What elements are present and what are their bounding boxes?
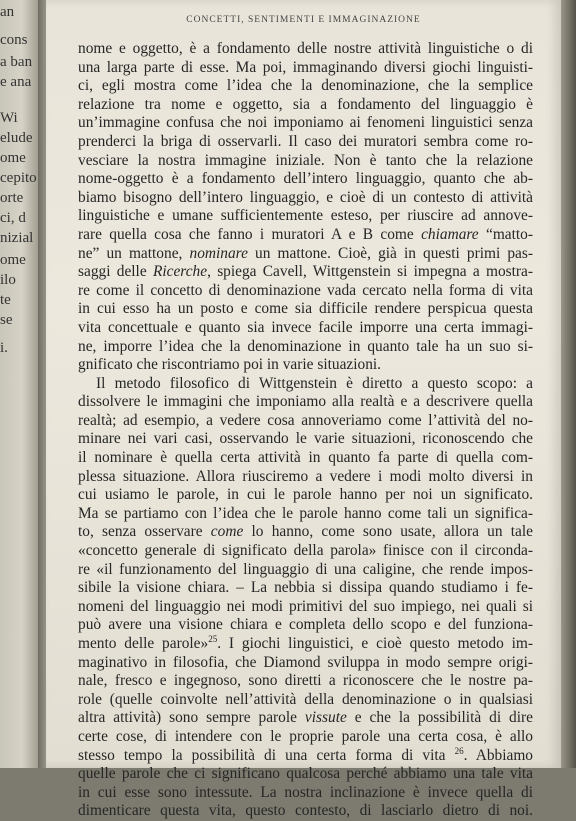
italic-word: Ricerche	[152, 263, 208, 281]
running-head: CONCETTI, SENTIMENTI E IMMAGINAZIONE	[186, 15, 421, 25]
italic-word: chiamare	[421, 225, 479, 243]
left-page-edge	[0, 0, 40, 768]
left-page-fragment: orte	[0, 190, 24, 206]
text-line: dissolvere le immagini che imponiamo alla realtà e a descrivere quella	[78, 393, 533, 411]
left-page-fragment: se	[0, 312, 13, 328]
text-line: nome-oggetto è a fondamento dell’intero linguaggio, quanto che ab-	[78, 170, 533, 188]
text-line: vesciare la nostra immagine iniziale. Non è tanto che la relazione	[78, 151, 533, 169]
text-line: stesso tempo la possibilità di una certa forma di vita $^{26}$. Abbiamo	[78, 745, 533, 764]
text-line: cui usiamo le parole, in cui le parole hanno per noi un significato.	[78, 486, 533, 504]
text-line: Ma se partiamo con l’idea che le parole hanno come tali un significa-	[78, 504, 533, 522]
text-line: certe cose, di intendere con le proprie parole una certa cosa, è allo	[78, 727, 533, 745]
text-line: in cui esse sono intessute. La nostra inclinazione è invece quella di	[78, 783, 533, 801]
text-line: quelle parole che ci significano qualcosa perché abbiamo una tale vita	[78, 765, 533, 783]
text-line: linguistiche e umane sufficientemente esteso, per riuscire ad annove-	[78, 207, 533, 225]
text-line: nomeni del linguaggio nei modi primitivi del suo impiego, nei quali si	[78, 597, 533, 615]
text-line: nome e oggetto, è a fondamento delle nostre attività linguistiche o di	[78, 40, 533, 57]
text-line: minare nei vari casi, osservando le varie situazioni, riconoscendo che	[78, 430, 533, 448]
footnote-ref[interactable]: 26	[454, 745, 464, 756]
left-page-fragment: nizial	[0, 230, 34, 246]
text-line: ne, imporre l’idea che la denominazione in quanto tale ha un suo si-	[78, 337, 533, 355]
italic-word: come	[210, 523, 244, 541]
text-line: una larga parte di esse. Ma poi, immaginando diversi giochi linguisti-	[78, 58, 533, 76]
left-page-fragment: ci, d	[0, 210, 26, 226]
left-page-fragment: te	[0, 292, 11, 308]
text-line: to, senza osservare come lo hanno, come sono usate, allora un tale	[78, 523, 534, 541]
text-line: vita concettuale e quanto sia invece facile imporre una certa immagi-	[78, 318, 533, 336]
footnote-ref[interactable]: 25	[208, 633, 218, 644]
text-line: prenderci la briga di osservarli. Il caso dei muratori sembra come ro-	[78, 132, 533, 150]
left-page-fragment: i.	[0, 340, 8, 356]
text-line: rare quella cosa che fanno i muratori A e B come chiamare “matto-	[78, 225, 533, 243]
left-page-fragment: cepito	[0, 170, 37, 186]
text-line: role (quelle coinvolte nell’attività della denominazione o in qualsiasi	[78, 690, 533, 708]
text-line: ne” un mattone, nominare un mattone. Cioè, già in questi primi pas-	[78, 244, 533, 262]
text-line: dimenticare questa vita, questo contesto, di lasciarlo dietro di noi.	[78, 802, 533, 820]
text-line: il nominare è quella certa attività in quanto fa parte di quella com-	[78, 449, 533, 467]
text-line: realtà; ad esempio, a vedere cosa annoveriamo come l’attività del no-	[78, 411, 533, 429]
text-line: mento delle parole»$^{25}$. I giochi linguistici, e cioè questo metodo im-	[78, 633, 533, 652]
text-line: un’immagine confusa che noi imponiamo ai fenomeni linguistici senza	[78, 114, 533, 132]
left-page-fragment: a ban	[0, 54, 33, 70]
text-line: ci, egli mostra come l’idea che la denominazione, che la semplice	[78, 77, 533, 95]
text-line: gnificato che riscontriamo poi in varie situazioni.	[78, 356, 382, 374]
text-line: «concetto generale di significato della parola» finisce con il circonda-	[78, 542, 533, 560]
text-line: può avere una visione chiara e completa dello scopo e del funziona-	[78, 616, 533, 634]
page-edge-shadow	[561, 0, 576, 768]
text-line: altra attività) sono sempre parole vissute e che la possibilità di dire	[78, 709, 533, 727]
text-line: nale, fresco e ingegnoso, sono diretti a riconoscere che le nostre pa-	[78, 672, 533, 690]
text-line: plessa situazione. Allora riusciremo a vedere i modi molto diversi in	[78, 467, 533, 485]
text-line: re come il concetto di denominazione vada cercato nella forma di vita	[78, 281, 533, 299]
book-page	[46, 0, 561, 820]
left-page-fragment: ilo	[0, 272, 16, 288]
left-page-fragment: ome	[0, 252, 26, 268]
left-page-fragment: an	[0, 4, 15, 20]
italic-word: nominare	[189, 244, 248, 262]
text-line: biamo bisogno dell’intero linguaggio, e cioè di un contesto di attività	[78, 188, 533, 206]
left-page-fragment: e ana	[0, 74, 32, 90]
left-page-fragment: Wi	[0, 110, 18, 126]
italic-word: vissute	[304, 709, 347, 727]
text-line: relazione tra nome e oggetto, sia a fondamento del linguaggio è	[78, 95, 533, 113]
text-line: maginativo in filosofia, che Diamond sviluppa in modo sempre origi-	[78, 653, 533, 671]
text-line: in cui esso ha un posto e come sia difficile rendere perspicua questa	[78, 300, 533, 318]
left-page-fragment: cons	[0, 32, 28, 48]
body-text	[78, 40, 533, 821]
text-line: re «il funzionamento del linguaggio di una caligine, che rende impos-	[78, 560, 533, 578]
left-page-fragment: ome	[0, 150, 26, 166]
text-line: Il metodo filosofico di Wittgenstein è diretto a questo scopo: a	[96, 374, 533, 392]
text-line: saggi delle Ricerche, spiega Cavell, Wittgenstein si impegna a mostra-	[78, 263, 533, 281]
left-page-fragment: elude	[0, 130, 33, 146]
text-line: sibile la visione chiara. – La nebbia si dissipa quando studiamo i fe-	[78, 579, 533, 597]
